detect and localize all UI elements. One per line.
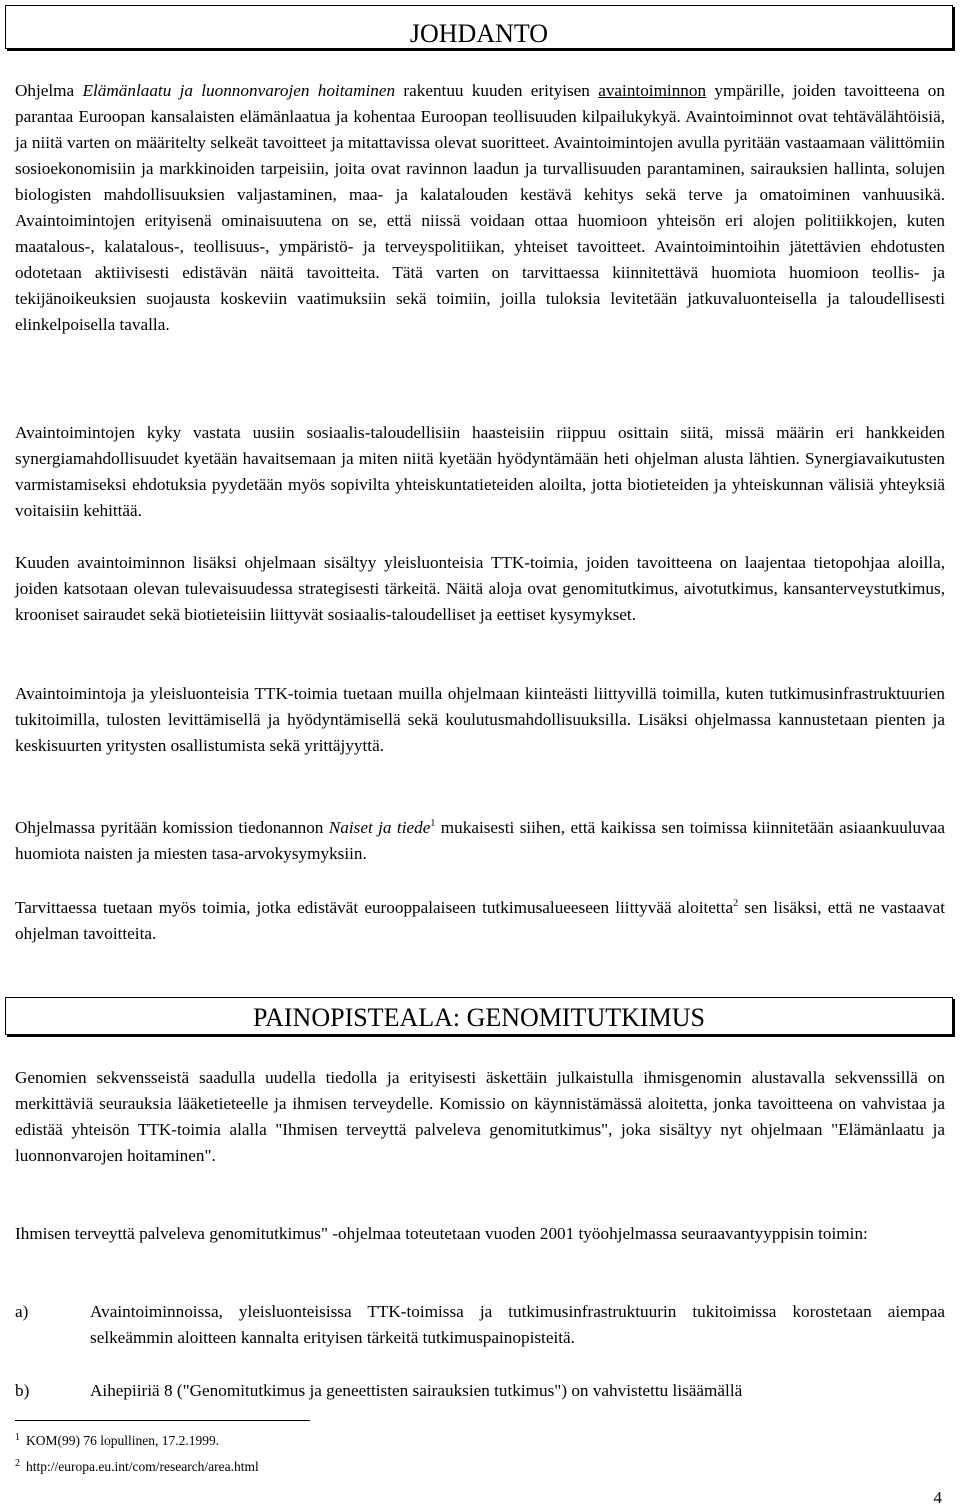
intro-paragraph-5	[15, 815, 945, 867]
intro-paragraph-6	[15, 895, 945, 947]
footnote-ref-2: 2	[733, 898, 739, 909]
list-item-text: Avaintoiminnoissa, yleisluonteisissa TTK-toimissa ja tutkimusinfrastruktuurin tukitoimissa korostetaan aiempaa selkeämmin aloitteen kannalta erityisen tärkeitä tutkimuspainopisteitä.	[90, 1302, 945, 1347]
text: sen lisäksi, että ne vastaavat ohjelman tavoitteita.	[15, 898, 945, 943]
footnote-separator	[15, 1420, 310, 1421]
footnote-2	[15, 1459, 259, 1475]
text: rakentuu kuuden erityisen	[395, 81, 599, 100]
intro-paragraph-1	[15, 78, 945, 338]
heading-genomics-box	[5, 997, 953, 1035]
footnote-text: KOM(99) 76 lopullinen, 17.2.1999.	[26, 1433, 220, 1448]
footnote-number: 2	[15, 1458, 20, 1469]
communication-title-italic: Naiset ja tiede	[328, 818, 431, 837]
text: Ohjelma	[15, 81, 83, 100]
text: Tarvittaessa tuetaan myös toimia, jotka edistävät eurooppalaiseen tutkimusalueeseen liittyvää aloitetta	[15, 898, 734, 917]
footnote-1	[15, 1433, 219, 1449]
text: ympärille, joiden tavoitteena on parantaa Euroopan kansalaisten elämänlaatua ja kohentaa Euroopan teollisuuden kilpailukykyä. Avaintoiminnot ovat tehtävälähtöisiä, ja niitä varten on määritelty selkeät tavoitteet ja mitattavissa olevat suoritteet. Avaintoimintojen avulla pyritään vastaamaan välittömiin sosioekonomisiin ja markkinoiden tarpeisiin, joita ovat ravinnon laadun ja turvallisuuden parantaminen, sairauksien hallinta, solujen biologisten mahdollisuuksien valjastaminen, maa- ja kalatalouden kestävä kehitys sekä terve ja omatoiminen vanhuusikä. Avaintoimintojen erityisenä ominaisuutena on se, että niissä voidaan ottaa huomioon yhteisön eri alojen politiikkojen, kuten maatalous-, kalatalous-, teollisuus-, ympäristö- ja terveyspolitiikan, yhteiset tavoitteet. Avaintoimintoihin jätettävien ehdotusten odotetaan aktiivisesti edistävän näitä tavoitteita. Tätä varten on tarvittaessa kiinnitettävä huomiota huomioon teollis- ja tekijänoikeuksien suojausta koskeviin vaatimuksiin sekä toimiin, joilla tuloksia levitetään jatkuvaluonteisella ja taloudellisesti elinkelpoisella tavalla.	[15, 81, 945, 334]
section-heading: JOHDANTO	[409, 19, 549, 48]
page-number: 4	[933, 1488, 942, 1507]
footnote-text: http://europa.eu.int/com/research/area.html	[26, 1459, 259, 1474]
text: mukaisesti siihen, että kaikissa sen toimissa kiinnitetään asiaankuuluvaa huomiota naisten ja miesten tasa-arvokysymyksiin.	[15, 818, 946, 863]
footnote-ref-1: 1	[430, 818, 436, 829]
programme-title-italic: Elämänlaatu ja luonnonvarojen hoitaminen	[82, 81, 396, 100]
list-item	[15, 1299, 945, 1351]
list-item-label: b)	[15, 1381, 30, 1400]
section-heading: PAINOPISTEALA: GENOMITUTKIMUS	[253, 1003, 705, 1032]
underlined-term: avaintoiminnon	[598, 81, 707, 100]
intro-paragraph-2: Avaintoimintojen kyky vastata uusiin sosiaalis-taloudellisiin haasteisiin riippuu osittain siitä, missä määrin eri hankkeiden synergiamahdollisuudet kyetään havaitsemaan ja miten niitä kyetään hyödyntämään heti ohjelman alusta lähtien. Synergiavaikutusten varmistamiseksi ehdotuksia pyydetään myös sopivilta yhteiskuntatieteiden aloilta, jotta biotieteiden ja yhteiskunnan välisiä yhteyksiä voitaisiin kehittää.	[15, 423, 945, 520]
heading-johdanto-box	[5, 5, 953, 49]
list-item-label: a)	[15, 1302, 29, 1321]
intro-paragraph-3: Kuuden avaintoiminnon lisäksi ohjelmaan sisältyy yleisluonteisia TTK-toimia, joiden tavoitteena on laajentaa tietopohjaa aloilla, joiden katsotaan olevan tulevaisuudessa strategisesti tärkeitä. Näitä aloja ovat genomitutkimus, aivotutkimus, kansanterveystutkimus, krooniset sairaudet sekä biotieteisiin liittyvät sosiaalis-taloudelliset ja eettiset kysymykset.	[15, 553, 945, 624]
genomics-paragraph-1: Genomien sekvensseistä saadulla uudella tiedolla ja erityisesti äskettäin julkaistulla ihmisgenomin alustavalla sekvenssillä on merkittäviä seurauksia lääketieteelle ja ihmisen terveydelle. Komissio on käynnistämässä aloitetta, jonka tavoitteena on vahvistaa ja edistää yhteisön TTK-toimia alalla "Ihmisen terveyttä palveleva genomitutkimus", joka sisältyy nyt ohjelmaan "Elämänlaatu ja luonnonvarojen hoitaminen".	[15, 1068, 945, 1165]
list-item-text: Aihepiiriä 8 ("Genomitutkimus ja geneettisten sairauksien tutkimus") on vahvistettu lisäämällä	[90, 1381, 743, 1400]
list-item	[15, 1378, 945, 1404]
text: Ohjelmassa pyritään komission tiedonannon	[15, 818, 329, 837]
genomics-paragraph-2: Ihmisen terveyttä palveleva genomitutkimus" -ohjelmaa toteutetaan vuoden 2001 työohjelmassa seuraavantyyppisin toimin:	[15, 1224, 868, 1243]
footnote-number: 1	[15, 1432, 20, 1443]
intro-paragraph-4: Avaintoimintoja ja yleisluonteisia TTK-toimia tuetaan muilla ohjelmaan kiinteästi liittyvillä toimilla, kuten tutkimusinfrastruktuurien tukitoimilla, tulosten levittämisellä ja hyödyntämisellä sekä koulutusmahdollisuuksilla. Lisäksi ohjelmassa kannustetaan pienten ja keskisuurten yritysten osallistumista sekä yrittäjyyttä.	[15, 684, 945, 755]
